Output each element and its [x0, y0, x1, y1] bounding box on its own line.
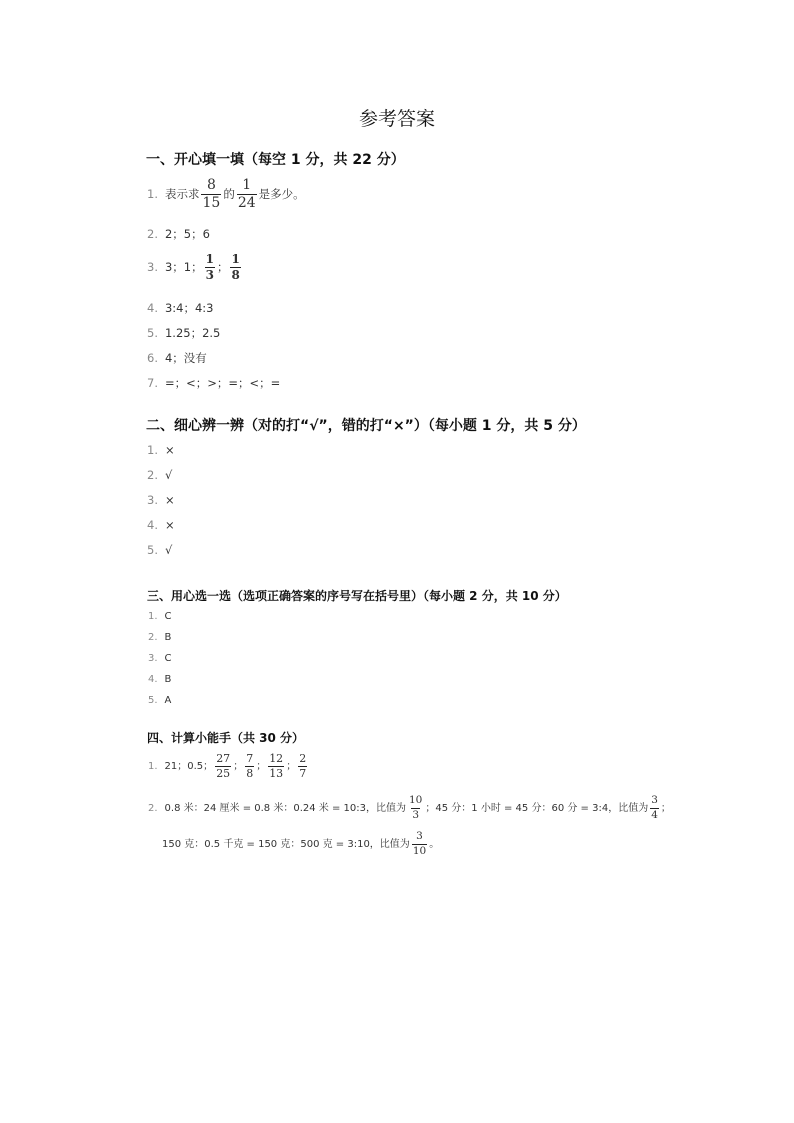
s1-q1-frac-1: $\frac{8}{15}$ — [202, 177, 221, 211]
s4-q2-text-d: 150 克：0.5 千克 = 150 克：500 克 = 3:10，比值为 — [162, 839, 410, 850]
s2-item-5-num: 5. — [147, 543, 158, 557]
s1-q1-prefix: 表示求 — [164, 187, 200, 201]
s3-item-4-text: B — [164, 674, 172, 685]
s4-q2-line-2 — [162, 828, 439, 862]
s2-item-5-text: √ — [164, 543, 173, 557]
s1-q5-text: 1.25；2.5 — [164, 326, 221, 340]
s1-q3-num: 3. — [147, 260, 158, 274]
s1-q3-frac-2: $\frac{1}{8}$ — [231, 252, 240, 282]
s2-item-2-text: √ — [164, 468, 173, 482]
s2-item-4-num: 4. — [147, 518, 158, 532]
s2-item-3-num: 3. — [147, 493, 158, 507]
s1-q4-num: 4. — [147, 301, 158, 315]
s4-q1-sep-3: ； — [286, 761, 297, 772]
s4-q2-frac-1: $\frac{10}{3}$ — [409, 794, 423, 821]
s4-q1-text: 21；0.5； — [164, 761, 214, 772]
s1-q6 — [147, 350, 207, 366]
section-3-heading: 三、用心选一选（选项正确答案的序号写在括号里）（每小题 2 分，共 10 分） — [147, 589, 567, 603]
s4-q2-text-e: 。 — [429, 839, 440, 850]
s3-item-1-text: C — [164, 611, 172, 622]
s1-q7-num: 7. — [147, 376, 158, 390]
s3-item — [148, 653, 172, 664]
section-2-heading: 二、细心辨一辨（对的打“√”，错的打“×”）（每小题 1 分，共 5 分） — [146, 418, 586, 434]
s3-item-3-num: 3. — [148, 653, 158, 664]
s1-q7 — [147, 375, 280, 391]
s3-item-2-text: B — [164, 632, 172, 643]
s1-q5-num: 5. — [147, 326, 158, 340]
s4-q1-frac-1: $\frac{27}{25}$ — [216, 751, 231, 780]
s4-q2-frac-3: $\frac{3}{10}$ — [412, 830, 427, 857]
s3-item-1-num: 1. — [148, 611, 158, 622]
s4-q1-frac-3: $\frac{12}{13}$ — [269, 751, 284, 780]
s2-item-1-num: 1. — [147, 443, 158, 457]
s2-item — [147, 493, 175, 507]
s2-item-1-text: × — [164, 443, 175, 457]
s4-q1-frac-2: $\frac{7}{8}$ — [246, 751, 254, 780]
s4-q2-frac-2: $\frac{3}{4}$ — [651, 794, 658, 821]
section-4-heading: 四、计算小能手（共 30 分） — [147, 731, 305, 745]
s4-q2-text-c: ； — [660, 803, 671, 814]
s1-q4 — [147, 300, 214, 316]
s2-item — [147, 468, 172, 482]
s1-q1-num: 1. — [147, 187, 158, 201]
s1-q1 — [147, 176, 305, 212]
s4-q2-text-a: 0.8 米：24 厘米 = 0.8 米：0.24 米 = 10:3，比值为 — [164, 803, 406, 814]
s2-item — [147, 543, 172, 557]
s1-q3-sep: ； — [216, 260, 229, 274]
s1-q4-text: 3:4；4:3 — [164, 301, 214, 315]
s1-q3-frac-1: $\frac{1}{3}$ — [205, 252, 214, 282]
s1-q2 — [147, 226, 210, 242]
s1-q6-text: 4；没有 — [164, 351, 207, 365]
s3-item-5-num: 5. — [148, 695, 158, 706]
s4-q1-sep-2: ； — [256, 761, 267, 772]
s4-q2-num: 2. — [148, 803, 158, 814]
s3-item — [148, 611, 172, 622]
s2-item — [147, 443, 175, 457]
s4-q1-sep-1: ； — [233, 761, 244, 772]
s4-q2-text-b: ；45 分：1 小时 = 45 分：60 分 = 3:4，比值为 — [425, 803, 649, 814]
s1-q1-mid: 的 — [223, 187, 235, 201]
s1-q3-text: 3；1； — [164, 260, 203, 274]
s1-q2-num: 2. — [147, 227, 158, 241]
s3-item — [148, 632, 171, 643]
s3-item-3-text: C — [164, 653, 172, 664]
s3-item-4-num: 4. — [148, 674, 158, 685]
s4-q1 — [148, 750, 309, 784]
s2-item-2-num: 2. — [147, 468, 158, 482]
s3-item — [148, 674, 171, 685]
section-1-heading: 一、开心填一填（每空 1 分，共 22 分） — [146, 152, 405, 168]
s2-item-3-text: × — [164, 493, 175, 507]
s1-q1-frac-2: $\frac{1}{24}$ — [237, 177, 256, 211]
s1-q6-num: 6. — [147, 351, 158, 365]
s2-item — [147, 518, 175, 532]
s4-q1-num: 1. — [148, 761, 158, 772]
s2-item-4-text: × — [164, 518, 175, 532]
s3-item — [148, 695, 171, 706]
s3-item-5-text: A — [164, 695, 172, 706]
s3-item-2-num: 2. — [148, 632, 158, 643]
s1-q1-suffix: 是多少。 — [258, 187, 305, 201]
page-title: 参考答案 — [358, 108, 435, 130]
s1-q5 — [147, 325, 220, 341]
s1-q3 — [147, 250, 243, 284]
s4-q2-line-1 — [148, 792, 671, 826]
s1-q7-text: =；<；>；=；<；= — [164, 376, 281, 390]
s1-q2-text: 2；5；6 — [164, 227, 210, 241]
s4-q1-frac-4: $\frac{2}{7}$ — [299, 751, 307, 780]
